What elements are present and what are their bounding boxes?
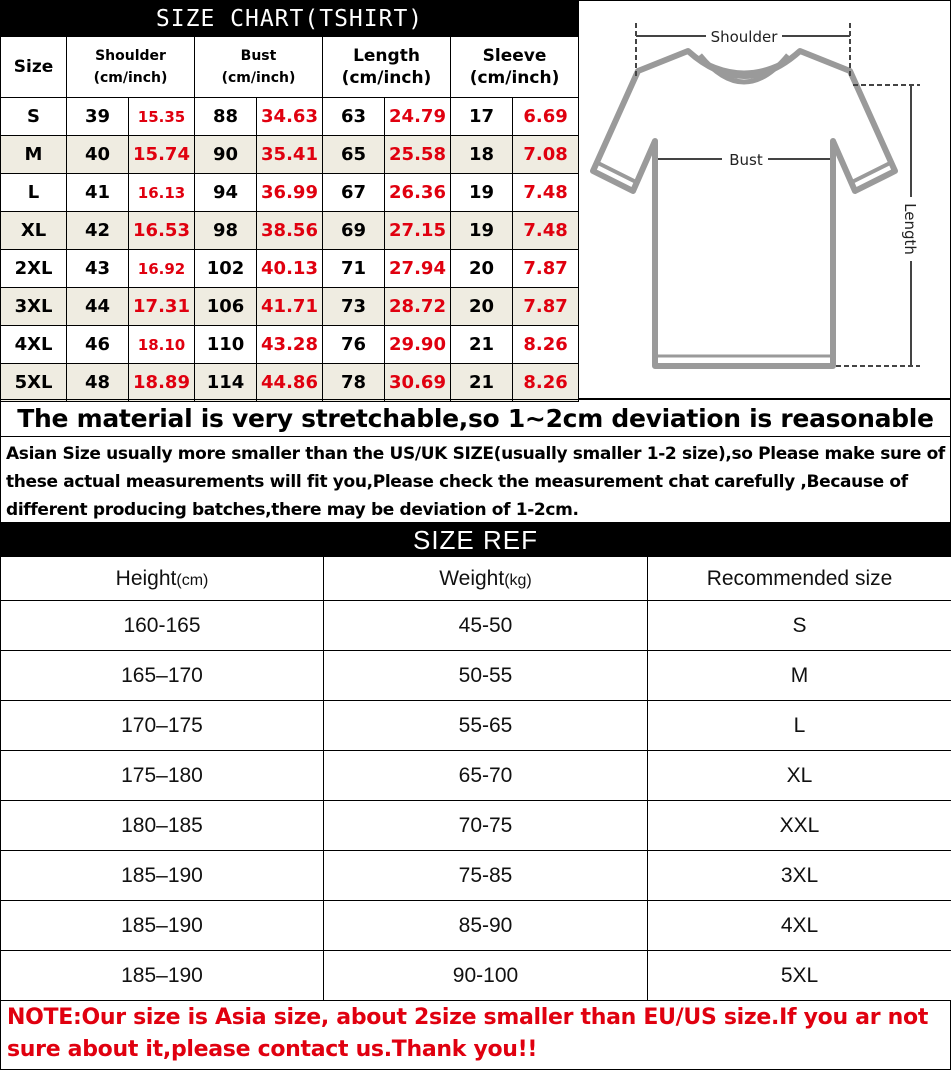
cell-length-cm: 71 [323,250,385,288]
cell-shoulder-in: 16.13 [129,174,195,212]
stretch-note: The material is very stretchable,so 1~2cm deviation is reasonable [0,399,951,437]
ref-cell-height: 170–175 [1,701,324,751]
header-shoulder-label: Shoulder [95,48,166,64]
size-ref-row [1,851,951,901]
cell-shoulder-cm: 40 [67,136,129,174]
cell-shoulder-in: 16.53 [129,212,195,250]
cell-length-cm: 76 [323,326,385,364]
header-shoulder [67,37,195,98]
cell-shoulder-in: 17.31 [129,288,195,326]
ref-cell-height: 160-165 [1,601,324,651]
cell-sleeve-in: 7.87 [513,250,579,288]
cell-sleeve-cm: 20 [451,250,513,288]
bottom-note: NOTE:Our size is Asia size, about 2size smaller than EU/US size.If you ar not sure about it,please contact us.Thank you!! [0,1000,951,1070]
ref-cell-size: L [648,701,951,751]
cell-size: 4XL [1,326,67,364]
ref-cell-height: 175–180 [1,751,324,801]
cell-bust-in: 38.56 [257,212,323,250]
size-chart-header-row [1,37,579,98]
ref-cell-size: XXL [648,801,951,851]
cell-size: 3XL [1,288,67,326]
cell-sleeve-cm: 17 [451,98,513,136]
size-chart [0,0,578,399]
cell-bust-in: 44.86 [257,364,323,402]
size-ref-title: SIZE REF [0,523,951,556]
ref-cell-size: M [648,651,951,701]
cell-bust-cm: 88 [195,98,257,136]
size-chart-row [1,326,579,364]
header-length-label: Length [353,46,420,66]
length-label: Length [901,203,919,255]
cell-bust-cm: 98 [195,212,257,250]
ref-cell-weight: 50-55 [324,651,648,701]
cell-bust-in: 40.13 [257,250,323,288]
cell-size: L [1,174,67,212]
cell-bust-in: 41.71 [257,288,323,326]
cell-size: 5XL [1,364,67,402]
cell-shoulder-in: 16.92 [129,250,195,288]
cell-bust-cm: 94 [195,174,257,212]
cell-bust-in: 34.63 [257,98,323,136]
header-length-unit: (cm/inch) [341,68,432,88]
tshirt-svg [578,1,950,400]
ref-cell-weight: 45-50 [324,601,648,651]
cell-shoulder-cm: 39 [67,98,129,136]
size-chart-row [1,250,579,288]
cell-length-in: 27.15 [385,212,451,250]
cell-sleeve-cm: 18 [451,136,513,174]
size-chart-row [1,174,579,212]
cell-length-cm: 69 [323,212,385,250]
size-ref [0,556,951,1001]
ref-cell-size: 4XL [648,901,951,951]
cell-sleeve-cm: 21 [451,326,513,364]
ref-cell-height: 185–190 [1,851,324,901]
cell-sleeve-cm: 19 [451,212,513,250]
tshirt-diagram [578,0,951,399]
size-ref-row [1,701,951,751]
shoulder-label: Shoulder [710,28,778,46]
ref-cell-size: XL [648,751,951,801]
header-bust-label: Bust [240,48,277,64]
cell-sleeve-in: 6.69 [513,98,579,136]
size-ref-header-row [1,557,951,601]
ref-cell-weight: 65-70 [324,751,648,801]
cell-sleeve-in: 7.08 [513,136,579,174]
size-ref-row [1,951,951,1001]
cell-bust-in: 36.99 [257,174,323,212]
header-bust-unit: (cm/inch) [221,70,296,86]
cell-size: S [1,98,67,136]
cell-length-in: 30.69 [385,364,451,402]
cell-shoulder-cm: 48 [67,364,129,402]
cell-length-cm: 78 [323,364,385,402]
ref-cell-weight: 70-75 [324,801,648,851]
cell-length-cm: 67 [323,174,385,212]
size-chart-row [1,136,579,174]
ref-cell-weight: 75-85 [324,851,648,901]
size-chart-table [0,0,579,402]
ref-cell-height: 185–190 [1,901,324,951]
ref-header-weight [324,557,648,601]
ref-cell-size: 5XL [648,951,951,1001]
ref-header-height-label: Height [115,566,177,590]
header-length [323,37,451,98]
cell-sleeve-cm: 20 [451,288,513,326]
cell-bust-cm: 106 [195,288,257,326]
cell-sleeve-in: 7.87 [513,288,579,326]
size-ref-row [1,801,951,851]
ref-header-recommended: Recommended size [648,557,951,601]
cell-sleeve-cm: 19 [451,174,513,212]
ref-header-height-unit: (cm) [176,571,209,589]
cell-shoulder-cm: 46 [67,326,129,364]
ref-header-weight-unit: (kg) [504,571,532,589]
size-ref-row [1,601,951,651]
ref-cell-weight: 90-100 [324,951,648,1001]
size-ref-table [0,556,951,1001]
cell-length-in: 26.36 [385,174,451,212]
cell-length-cm: 73 [323,288,385,326]
size-ref-row [1,901,951,951]
tshirt-outline [593,51,895,366]
cell-bust-in: 35.41 [257,136,323,174]
cell-length-cm: 63 [323,98,385,136]
header-shoulder-unit: (cm/inch) [93,70,168,86]
cell-shoulder-in: 18.89 [129,364,195,402]
cell-sleeve-in: 8.26 [513,326,579,364]
cell-sleeve-in: 7.48 [513,212,579,250]
cell-length-in: 27.94 [385,250,451,288]
size-chart-title: SIZE CHART(TSHIRT) [1,1,579,37]
cell-sleeve-cm: 21 [451,364,513,402]
cell-bust-cm: 114 [195,364,257,402]
size-chart-row [1,98,579,136]
cell-shoulder-in: 15.35 [129,98,195,136]
ref-header-weight-label: Weight [439,566,505,590]
cell-length-in: 24.79 [385,98,451,136]
asian-size-note: Asian Size usually more smaller than the US/UK SIZE(usually smaller 1-2 size),so Please make sure of these actual measurements will fit you,Please check the measurement chat carefully ,Because of different producing batches,there may be deviation of 1-2cm. [0,437,951,523]
header-sleeve-label: Sleeve [482,46,547,66]
header-size: Size [1,37,67,98]
header-sleeve-unit: (cm/inch) [469,68,560,88]
ref-cell-size: 3XL [648,851,951,901]
ref-cell-height: 185–190 [1,951,324,1001]
bust-label: Bust [729,151,763,169]
cell-shoulder-in: 18.10 [129,326,195,364]
cell-shoulder-cm: 44 [67,288,129,326]
cell-size: 2XL [1,250,67,288]
cell-size: XL [1,212,67,250]
header-bust [195,37,323,98]
ref-cell-weight: 85-90 [324,901,648,951]
ref-cell-height: 165–170 [1,651,324,701]
cell-bust-cm: 102 [195,250,257,288]
cell-sleeve-in: 8.26 [513,364,579,402]
cell-shoulder-in: 15.74 [129,136,195,174]
size-ref-row [1,651,951,701]
cell-length-in: 28.72 [385,288,451,326]
cell-length-in: 29.90 [385,326,451,364]
size-chart-row [1,288,579,326]
cell-shoulder-cm: 41 [67,174,129,212]
size-chart-row [1,212,579,250]
header-sleeve [451,37,579,98]
cell-shoulder-cm: 43 [67,250,129,288]
cell-bust-cm: 90 [195,136,257,174]
ref-cell-weight: 55-65 [324,701,648,751]
ref-header-height [1,557,324,601]
cell-sleeve-in: 7.48 [513,174,579,212]
cell-length-in: 25.58 [385,136,451,174]
cell-bust-in: 43.28 [257,326,323,364]
cell-bust-cm: 110 [195,326,257,364]
cell-length-cm: 65 [323,136,385,174]
ref-cell-size: S [648,601,951,651]
ref-cell-height: 180–185 [1,801,324,851]
cell-shoulder-cm: 42 [67,212,129,250]
size-ref-row [1,751,951,801]
cell-size: M [1,136,67,174]
size-chart-row [1,364,579,402]
